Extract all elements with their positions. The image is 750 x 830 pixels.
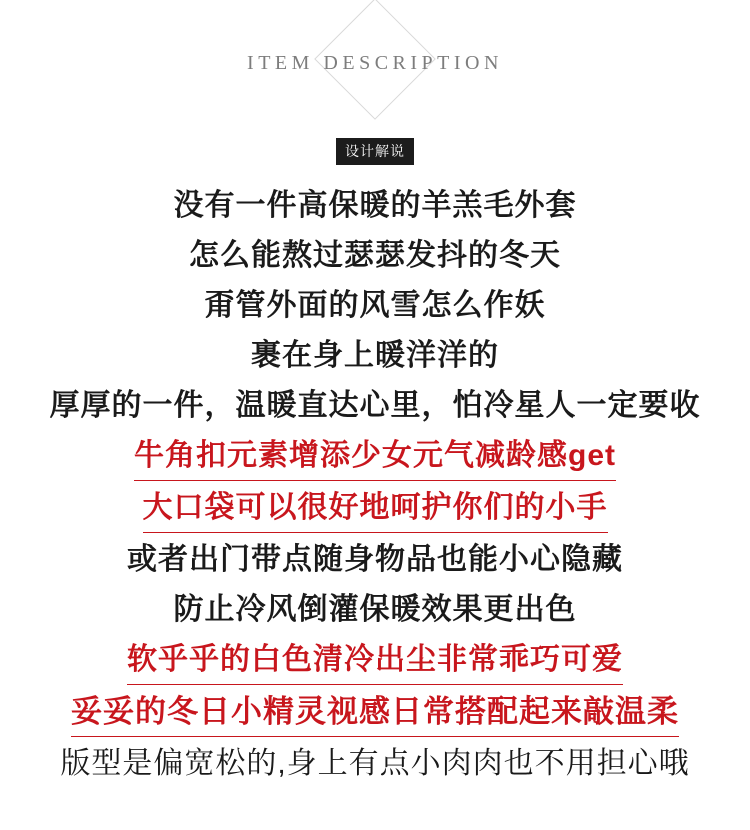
page-title: ITEM DESCRIPTION <box>247 52 503 74</box>
description-line: 或者出门带点随身物品也能小心隐藏 <box>127 543 623 576</box>
description-line-highlight <box>0 635 750 687</box>
description-line: 防止冷风倒灌保暖效果更出色 <box>173 593 577 626</box>
description-line-highlight <box>0 483 750 535</box>
section-tag-wrapper <box>0 138 750 165</box>
status-badge: 设计解说 <box>336 138 414 165</box>
description-line: 厚厚的一件，温暖直达心里，怕冷星人一定要收 <box>49 389 701 422</box>
description-line-text: 大口袋可以很好地呵护你们的小手 <box>143 483 608 535</box>
description-line: 版型是偏宽松的,身上有点小肉肉也不用担心哦 <box>60 747 690 780</box>
header <box>0 0 750 118</box>
description-line: 裹在身上暖洋洋的 <box>251 339 499 372</box>
description-line-text: 软乎乎的白色清冷出尘非常乖巧可爱 <box>127 635 623 687</box>
description-line-highlight <box>0 687 750 739</box>
description-line-text: 牛角扣元素增添少女元气减龄感get <box>134 431 616 483</box>
description-line: 怎么能熬过瑟瑟发抖的冬天 <box>189 239 561 272</box>
description-line-text: 妥妥的冬日小精灵视感日常搭配起来敲温柔 <box>71 687 679 739</box>
description-line: 甭管外面的风雪怎么作妖 <box>204 289 546 322</box>
description-line-highlight <box>0 431 750 483</box>
description-line: 没有一件高保暖的羊羔毛外套 <box>173 189 577 222</box>
description-lines <box>0 181 750 789</box>
